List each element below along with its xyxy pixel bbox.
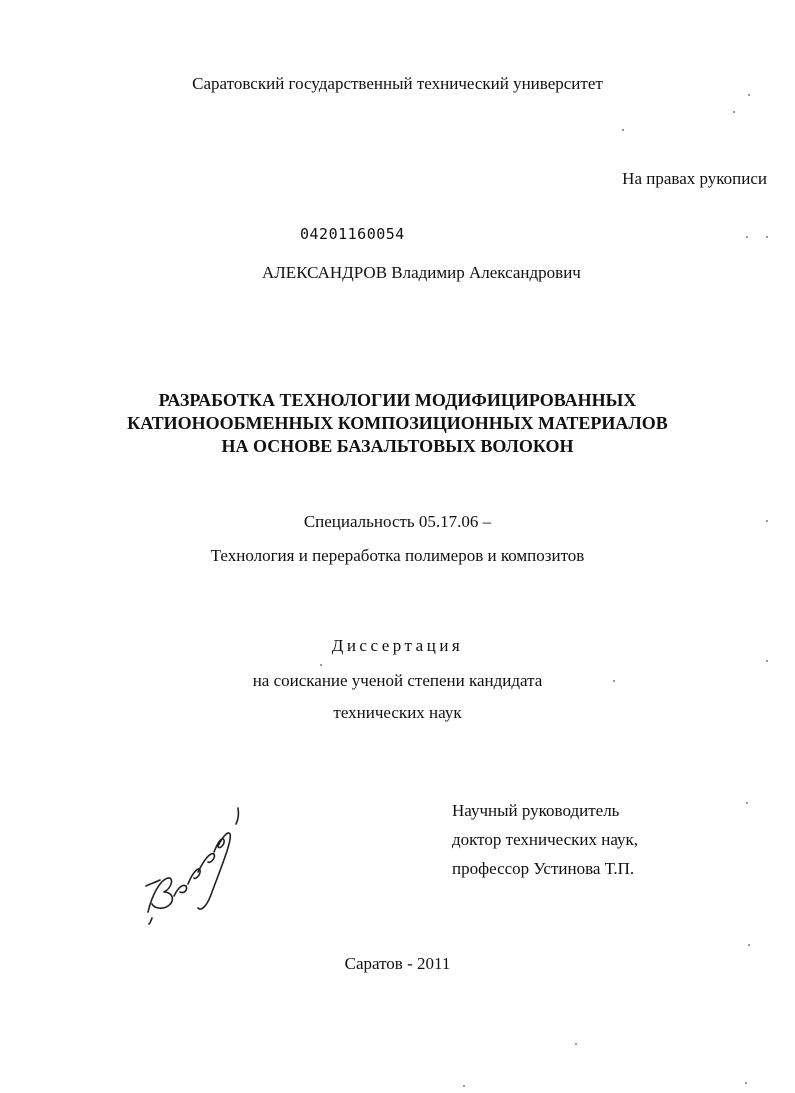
scan-speck: [746, 802, 748, 804]
specialty-name: Технология и переработка полимеров и композитов: [210, 546, 585, 565]
scan-speck: [463, 1085, 465, 1087]
author-name: АЛЕКСАНДРОВ Владимир Александрович: [262, 263, 581, 282]
title-line: КАТИОНООБМЕННЫХ КОМПОЗИЦИОННЫХ МАТЕРИАЛОВ: [127, 413, 668, 433]
scan-speck: [575, 1043, 577, 1045]
scan-speck: [733, 111, 735, 113]
scan-speck: [766, 660, 768, 662]
city-year: Саратов - 2011: [344, 954, 451, 973]
scan-speck: [745, 1082, 747, 1084]
scan-speck: [613, 680, 615, 682]
registry-code: 04201160054: [300, 225, 405, 243]
supervisor-name: профессор Устинова Т.П.: [452, 859, 635, 878]
specialty-code: Специальность 05.17.06 –: [303, 512, 492, 531]
degree-line-2: технических наук: [333, 703, 462, 722]
supervisor-role: Научный руководитель: [452, 801, 620, 820]
scan-speck: [622, 129, 624, 131]
manuscript-note: На правах рукописи: [622, 169, 767, 188]
scan-speck: [320, 664, 322, 666]
supervisor-block: [452, 796, 638, 883]
scan-speck: [766, 520, 768, 522]
scan-speck: [748, 94, 750, 96]
title-line: РАЗРАБОТКА ТЕХНОЛОГИИ МОДИФИЦИРОВАННЫХ: [158, 390, 637, 410]
supervisor-degree: доктор технических наук,: [452, 830, 639, 849]
dissertation-label: Диссертация: [331, 636, 464, 655]
dissertation-title: [0, 389, 795, 458]
scan-speck: [748, 944, 750, 946]
handwritten-signature: [138, 800, 248, 925]
scan-speck: [746, 236, 748, 238]
scan-speck: [766, 236, 768, 238]
degree-line-1: на соискание ученой степени кандидата: [252, 671, 543, 690]
title-line: НА ОСНОВЕ БАЗАЛЬТОВЫХ ВОЛОКОН: [221, 436, 574, 456]
university-name: Саратовский государственный технический университет: [192, 74, 603, 93]
